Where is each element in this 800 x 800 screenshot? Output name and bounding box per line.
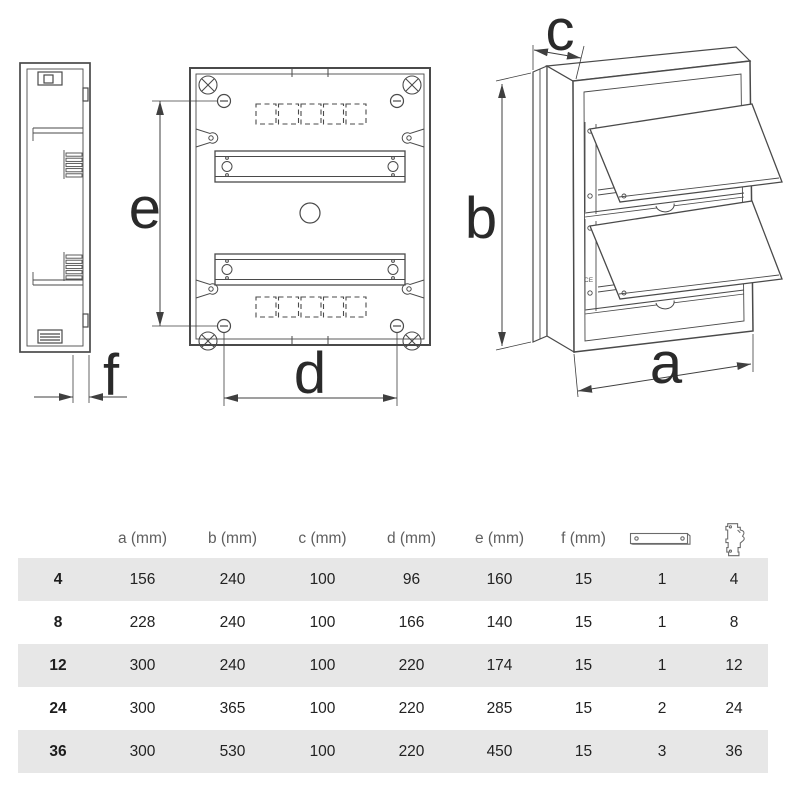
table-row <box>18 601 768 644</box>
box-left-face <box>547 66 574 352</box>
header-size <box>18 520 98 558</box>
hanger-tabs <box>196 129 424 298</box>
dim-label-c: c <box>545 0 575 63</box>
cell-b: 240 <box>219 656 246 674</box>
table-header-row <box>18 520 768 558</box>
dim-label-e: e <box>128 176 161 241</box>
cell-b: 365 <box>219 699 246 717</box>
screw-icon <box>218 95 231 108</box>
side-inner-frame <box>27 69 83 346</box>
cell-b: 240 <box>219 570 246 588</box>
dimension-e <box>152 101 218 326</box>
cell-c: 100 <box>309 742 336 760</box>
cell-e: 140 <box>486 613 513 631</box>
table-row <box>18 558 768 601</box>
cell-rails: 1 <box>657 656 667 674</box>
cell-size: 24 <box>49 699 67 717</box>
side-top-latch <box>38 72 62 85</box>
hanger-tab <box>196 129 218 147</box>
screw-icon <box>199 76 217 94</box>
knockout-row-top <box>256 104 366 124</box>
cell-e: 160 <box>486 570 513 588</box>
cell-b: 240 <box>219 613 246 631</box>
header-din-rails <box>624 520 700 558</box>
header-f: f (mm) <box>561 530 606 547</box>
side-edge-tab-bottom <box>83 314 88 327</box>
cell-modules: 36 <box>725 742 743 760</box>
cell-f: 15 <box>574 699 593 717</box>
dim-label-b: b <box>464 186 498 251</box>
knockout-row-bottom <box>256 297 366 317</box>
cell-f: 15 <box>574 656 593 674</box>
dimension-b <box>496 73 531 350</box>
cell-rails: 3 <box>657 742 667 760</box>
table-row <box>18 730 768 773</box>
dim-label-f: f <box>102 343 120 408</box>
din-rail-top <box>215 151 405 182</box>
side-shelf-upper <box>33 128 83 141</box>
cell-e: 174 <box>486 656 513 674</box>
cell-d: 220 <box>398 699 425 717</box>
cell-d: 96 <box>402 570 421 588</box>
header-d: d (mm) <box>386 530 437 547</box>
header-a: a (mm) <box>117 530 168 547</box>
cell-f: 15 <box>574 613 593 631</box>
cell-b: 530 <box>219 742 246 760</box>
cell-e: 285 <box>486 699 513 717</box>
cell-d: 166 <box>398 613 425 631</box>
screw-icon <box>218 320 231 333</box>
screw-icon <box>199 332 217 350</box>
cell-size: 4 <box>53 570 63 588</box>
cell-d: 220 <box>398 656 425 674</box>
rear-ticks <box>292 68 328 345</box>
rear-outer-frame <box>190 68 430 345</box>
cell-rails: 1 <box>657 570 667 588</box>
side-profile-view <box>20 63 90 352</box>
cell-size: 8 <box>53 613 63 631</box>
cell-size: 12 <box>49 656 67 674</box>
side-bottom-latch <box>38 330 62 343</box>
screw-icon <box>403 76 421 94</box>
cell-e: 450 <box>486 742 513 760</box>
cell-modules: 12 <box>725 656 743 674</box>
header-e: e (mm) <box>474 530 525 547</box>
dim-label-a: a <box>649 331 683 396</box>
cell-c: 100 <box>309 613 336 631</box>
header-modules <box>700 520 768 558</box>
cell-rails: 2 <box>657 699 667 717</box>
screw-icon <box>403 332 421 350</box>
rear-mounting-view <box>190 68 430 350</box>
header-b: b (mm) <box>207 530 258 547</box>
center-hole <box>300 203 320 223</box>
rear-inner-frame <box>196 74 424 339</box>
circuit-breaker-icon <box>720 521 748 557</box>
din-rail-bottom <box>215 254 405 285</box>
cell-d: 220 <box>398 742 425 760</box>
cell-a: 300 <box>129 742 156 760</box>
screw-icon <box>391 320 404 333</box>
ce-mark: CE <box>584 277 594 284</box>
cell-c: 100 <box>309 699 336 717</box>
cell-size: 36 <box>49 742 67 760</box>
side-din-clip-lower <box>64 252 82 281</box>
side-edge-tab-top <box>83 88 88 101</box>
cell-a: 300 <box>129 656 156 674</box>
cell-f: 15 <box>574 742 593 760</box>
side-outer-frame <box>20 63 90 352</box>
cell-a: 300 <box>129 699 156 717</box>
dim-label-d: d <box>293 341 327 406</box>
cell-rails: 1 <box>657 613 667 631</box>
dimensions-table <box>18 520 768 773</box>
cell-f: 15 <box>574 570 593 588</box>
cell-c: 100 <box>309 656 336 674</box>
header-c: c (mm) <box>298 530 347 547</box>
side-din-clip-upper <box>64 150 82 179</box>
cell-a: 228 <box>129 613 156 631</box>
cell-modules: 4 <box>729 570 739 588</box>
hanger-tab <box>402 129 424 147</box>
screw-icon <box>391 95 404 108</box>
table-row <box>18 644 768 687</box>
cell-c: 100 <box>309 570 336 588</box>
cell-a: 156 <box>129 570 156 588</box>
table-row <box>18 687 768 730</box>
cell-modules: 24 <box>725 699 743 717</box>
corner-screw-icons <box>199 76 421 350</box>
perspective-open-view <box>533 47 782 352</box>
din-rail-icon <box>629 530 695 548</box>
cell-modules: 8 <box>729 613 739 631</box>
